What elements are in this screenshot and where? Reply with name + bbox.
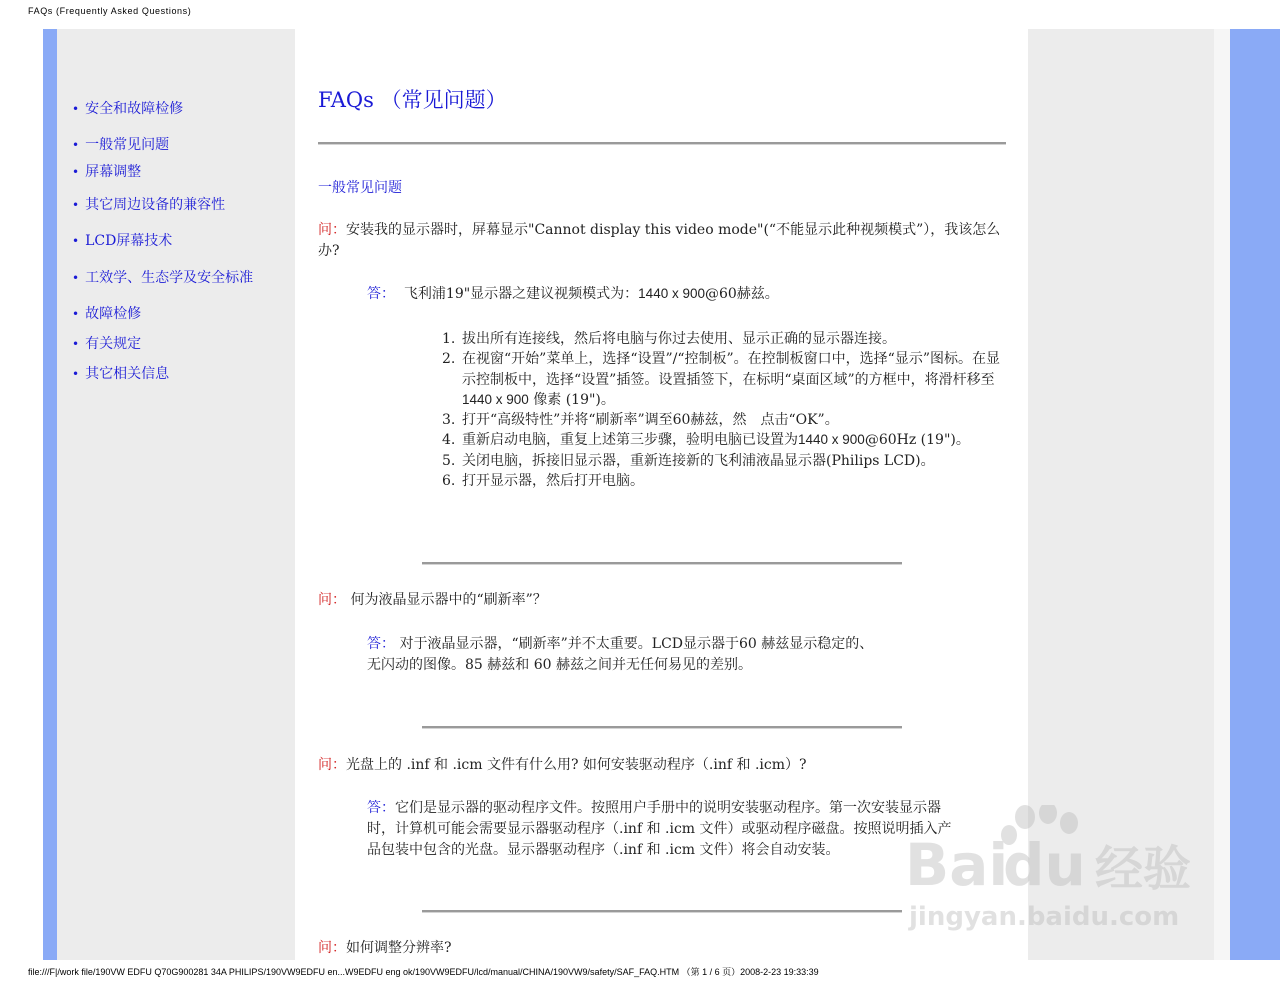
steps-list (442, 329, 1002, 491)
sidebar-item-ergonomics[interactable] (72, 267, 253, 287)
answer-text: 它们是显示器的驱动程序文件。按照用户手册中的说明安装驱动程序。第一次安装显示器时，计算机可能会需要显示器驱动程序（.inf 和 .icm 文件）或驱动程序磁盘。按照说明插入产品包装中包含的光盘。显示器驱动程序（.inf 和 .icm 文件）将会自动安装。 (367, 800, 952, 858)
list-item: 3. 打开“高级特性”并将“刷新率”调至60赫兹，然 点击“OK”。 (442, 412, 839, 429)
faq-question (318, 755, 1008, 776)
list-item: 4. 重新启动电脑，重复上述第三步骤，验明电脑已设置为1440 x 900@60Hz (19")。 (442, 432, 970, 449)
left-accent-bar (43, 29, 57, 960)
faq-question (318, 938, 1008, 959)
bullet-icon: • (72, 102, 80, 116)
bullet-icon: • (72, 337, 80, 351)
sidebar-item-lcd-tech[interactable] (72, 230, 172, 250)
page-title: FAQs （常见问题） (318, 88, 507, 112)
answer-label: 答： (367, 800, 395, 816)
right-divider (1214, 29, 1230, 960)
watermark-url: jingyan.baidu.com (909, 902, 1180, 932)
watermark-brand-latin: Bai (905, 831, 1009, 899)
list-item: 2. 在视窗“开始”菜单上，选择“设置”/“控制板”。在控制板窗口中，选择“显示”图标。在显示控制板中，选择“设置”插签。设置插签下，在标明“桌面区域”的方框中，将滑杆移至 1440 x 900 像素 (19")。 (442, 351, 1000, 408)
right-accent-bar (1230, 29, 1280, 960)
faq-answer (367, 283, 1007, 305)
question-text: 如何调整分辨率? (346, 940, 452, 956)
faq-question (318, 220, 1008, 262)
section-divider (422, 726, 902, 729)
section-heading: 一般常见问题 (318, 180, 402, 196)
sidebar-item-label: 其它相关信息 (85, 366, 170, 382)
bullet-icon: • (72, 234, 80, 248)
sidebar-item-safety[interactable] (72, 98, 183, 118)
bullet-icon: • (72, 138, 80, 152)
faq-answer (367, 798, 959, 861)
question-text: 光盘上的 .inf 和 .icm 文件有什么用? 如何安装驱动程序（.inf 和 .icm）? (346, 757, 807, 773)
bullet-icon: • (72, 271, 80, 285)
sidebar-item-label: LCD屏幕技术 (85, 233, 173, 249)
question-label: 问： (318, 222, 346, 238)
sidebar-item-label: 故障检修 (85, 306, 142, 322)
answer-label: 答： (367, 636, 395, 652)
answer-text-line2: 无闪动的图像。85 赫兹和 60 赫兹之间并无任何易见的差别。 (367, 657, 752, 673)
sidebar-item-label: 其它周边设备的兼容性 (85, 197, 226, 213)
question-label: 问： (318, 940, 346, 956)
faq-question (318, 590, 1008, 611)
sidebar-item-label: 一般常见问题 (85, 137, 170, 153)
answer-text-suffix: @60赫兹。 (704, 286, 779, 302)
sidebar-item-troubleshooting[interactable] (72, 303, 141, 323)
list-item: 5. 关闭电脑，拆接旧显示器，重新连接新的飞利浦液晶显示器(Philips LCD)。 (442, 452, 935, 469)
answer-text: 飞利浦19"显示器之建议视频模式为： (403, 286, 639, 302)
section-divider (422, 562, 902, 565)
sidebar-item-compatibility[interactable] (72, 194, 225, 214)
watermark-brand-du: du (1003, 831, 1086, 899)
list-item: 1. 拔出所有连接线，然后将电脑与你过去使用、显示正确的显示器连接。 (442, 331, 896, 347)
bullet-icon: • (72, 198, 80, 212)
answer-mode: 1440 x 900 (638, 286, 705, 301)
section-divider (422, 910, 902, 913)
answer-text: 对于液晶显示器，“刷新率”并不太重要。LCD显示器于60 赫兹显示稳定的、 (399, 636, 874, 652)
question-label: 问： (318, 757, 346, 773)
sidebar-item-general-faq[interactable] (72, 134, 169, 154)
list-item: 6. 打开显示器，然后打开电脑。 (442, 473, 644, 490)
question-text: 何为液晶显示器中的“刷新率”？ (346, 592, 547, 608)
page-header-title: FAQs (Frequently Asked Questions) (28, 6, 192, 16)
question-label: 问： (318, 592, 346, 608)
answer-label: 答： (367, 286, 395, 302)
bullet-icon: • (72, 307, 80, 321)
sidebar-item-regulations[interactable] (72, 333, 141, 353)
bullet-icon: • (72, 165, 80, 179)
watermark-brand-cn: 经验 (1095, 841, 1192, 897)
question-text: 安装我的显示器时，屏幕显示"Cannot display this video mode"(“不能显示此种视频模式”），我该怎么办? (318, 222, 1001, 259)
bullet-icon: • (72, 367, 80, 381)
faq-answer (367, 634, 947, 676)
sidebar-item-screen-adjust[interactable] (72, 161, 141, 181)
title-divider (318, 142, 1006, 145)
right-panel (1028, 29, 1214, 960)
sidebar-item-label: 工效学、生态学及安全标准 (85, 270, 254, 286)
sidebar-item-other-info[interactable] (72, 363, 169, 383)
sidebar-item-label: 安全和故障检修 (85, 101, 184, 117)
sidebar-item-label: 有关规定 (85, 336, 142, 352)
page-footer-path: file:///F|/work file/190VW EDFU Q70G900281 34A PHILIPS/190VW9EDFU en...W9EDFU eng ok/190VW9EDFU/lcd/manual/CHINA/190VW9/safety/SAF_FAQ.HTM （第 1 / 6 页）2008-2-23 19:33:39 (28, 967, 819, 977)
sidebar-item-label: 屏幕调整 (85, 164, 142, 180)
